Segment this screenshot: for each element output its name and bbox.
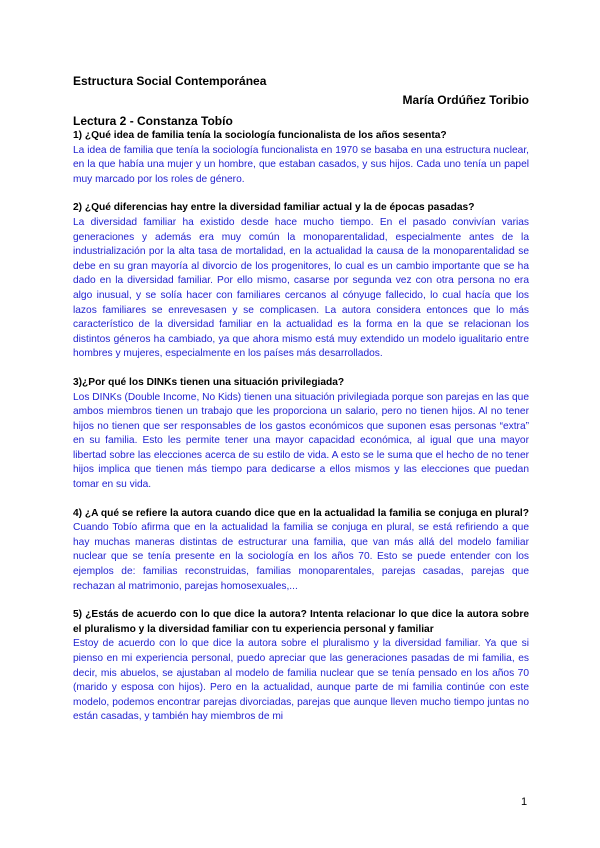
question-block: [73, 201, 529, 362]
question-1: 1) ¿Qué idea de familia tenía la sociología funcionalista de los años sesenta?: [73, 130, 447, 141]
question-3: 3)¿Por qué los DINKs tienen una situación privilegiada?: [73, 376, 345, 388]
question-2: 2) ¿Qué diferencias hay entre la diversidad familiar actual y la de épocas pasadas?: [73, 202, 475, 214]
author-name: María Ordúñez Toribio: [402, 93, 529, 107]
question-block: [73, 608, 529, 725]
answer-4: Cuando Tobío afirma que en la actualidad la familia se conjuga en plural, se está refiriendo a que hay muchas maneras distintas de estructurar una familia, que van más allá del modelo familiar nuclear que se tenía presente en la sociología en los años 70. Esto se puede entender con los ejemplos de: familias reconstruidas, familias monoparentales, parejas casadas, parejas que rechazan al matrimonio, parejas homosexuales,...: [73, 522, 529, 592]
answer-2: La diversidad familiar ha existido desde hace mucho tiempo. En el pasado convivían varias generaciones y además era muy común la monoparentalidad, especialmente antes de la industrialización por la alta tasa de mortalidad, en la actualidad la causa de la monoparentalidad se debe en su gran mayoría al divorcio de los progenitores, lo cual es un cambio importante que se ha dado en la diversidad familiar. Por ello mismo, casarse por segunda vez con otra persona no era algo inusual, y se solía hacer con familiares cercanos al cónyuge fallecido, lo cual hacía que los lazos familiares se enrevesasen y se complicasen. La autora considera entonces que lo más característico de la diversidad familiar en la actualidad es la forma en la que se relacionan los distintos géneros ha cambiado, ya que ahora mismo está muy extendido un modelo igualitario entre hombres y mujeres, especialmente en los países más desarrollados.: [73, 216, 529, 360]
question-4: 4) ¿A qué se refiere la autora cuando dice que en la actualidad la familia se conjuga en plural?: [73, 507, 529, 519]
document-page: [73, 74, 529, 725]
lecture-title: Lectura 2 - Constanza Tobío: [73, 114, 233, 128]
answer-1: La idea de familia que tenía la sociología funcionalista en 1970 se basaba en una estructura nuclear, en la que había una mujer y un hombre, que estaban casados, y sus hijos. Cada uno tenía un papel muy marcado por los roles de género.: [73, 144, 529, 185]
course-title: Estructura Social Contemporánea: [73, 74, 267, 88]
question-block: [73, 129, 529, 187]
question-block: [73, 376, 529, 493]
answer-5: Estoy de acuerdo con lo que dice la autora sobre el pluralismo y la diversidad familiar. Ya que si pienso en mi experiencia personal, puedo apreciar que las generaciones pasadas de mi familia, es decir, mis abuelos, se ajustaban al modelo de familia nuclear que se tenía pensado en los años 70 (marido y esposa con hijos). Pero en la actualidad, aunque parte de mi familia continúe con este modelo, podemos encontrar parejas divorciadas, parejas que aunque lleven mucho tiempo juntas no están casadas, y también hay miembros de mi: [73, 638, 529, 723]
page-number: 1: [521, 796, 528, 808]
question-5: 5) ¿Estás de acuerdo con lo que dice la autora? Intenta relacionar lo que dice la autora sobre el pluralismo y la diversidad familiar con tu experiencia personal y familiar: [73, 609, 529, 635]
answer-3: Los DINKs (Double Income, No Kids) tienen una situación privilegiada porque son parejas en las que ambos miembros tienen un trabajo que les proporciona un salario, pero no tienen hijos. Al no tener hijos no tienen que ser responsables de los gastos económicos que suponen esas personas “extra” en su familia. Esto les permite tener una mayor capacidad económica, al igual que una mayor libertad sobre las elecciones acerca de su estilo de vida. A esto se le suma que el hecho de no tener hijos implica que tienen más tiempo para dedicarse a ellos mismos y las elecciones que puedan tomar en su vida.: [73, 391, 529, 491]
question-block: [73, 507, 529, 595]
